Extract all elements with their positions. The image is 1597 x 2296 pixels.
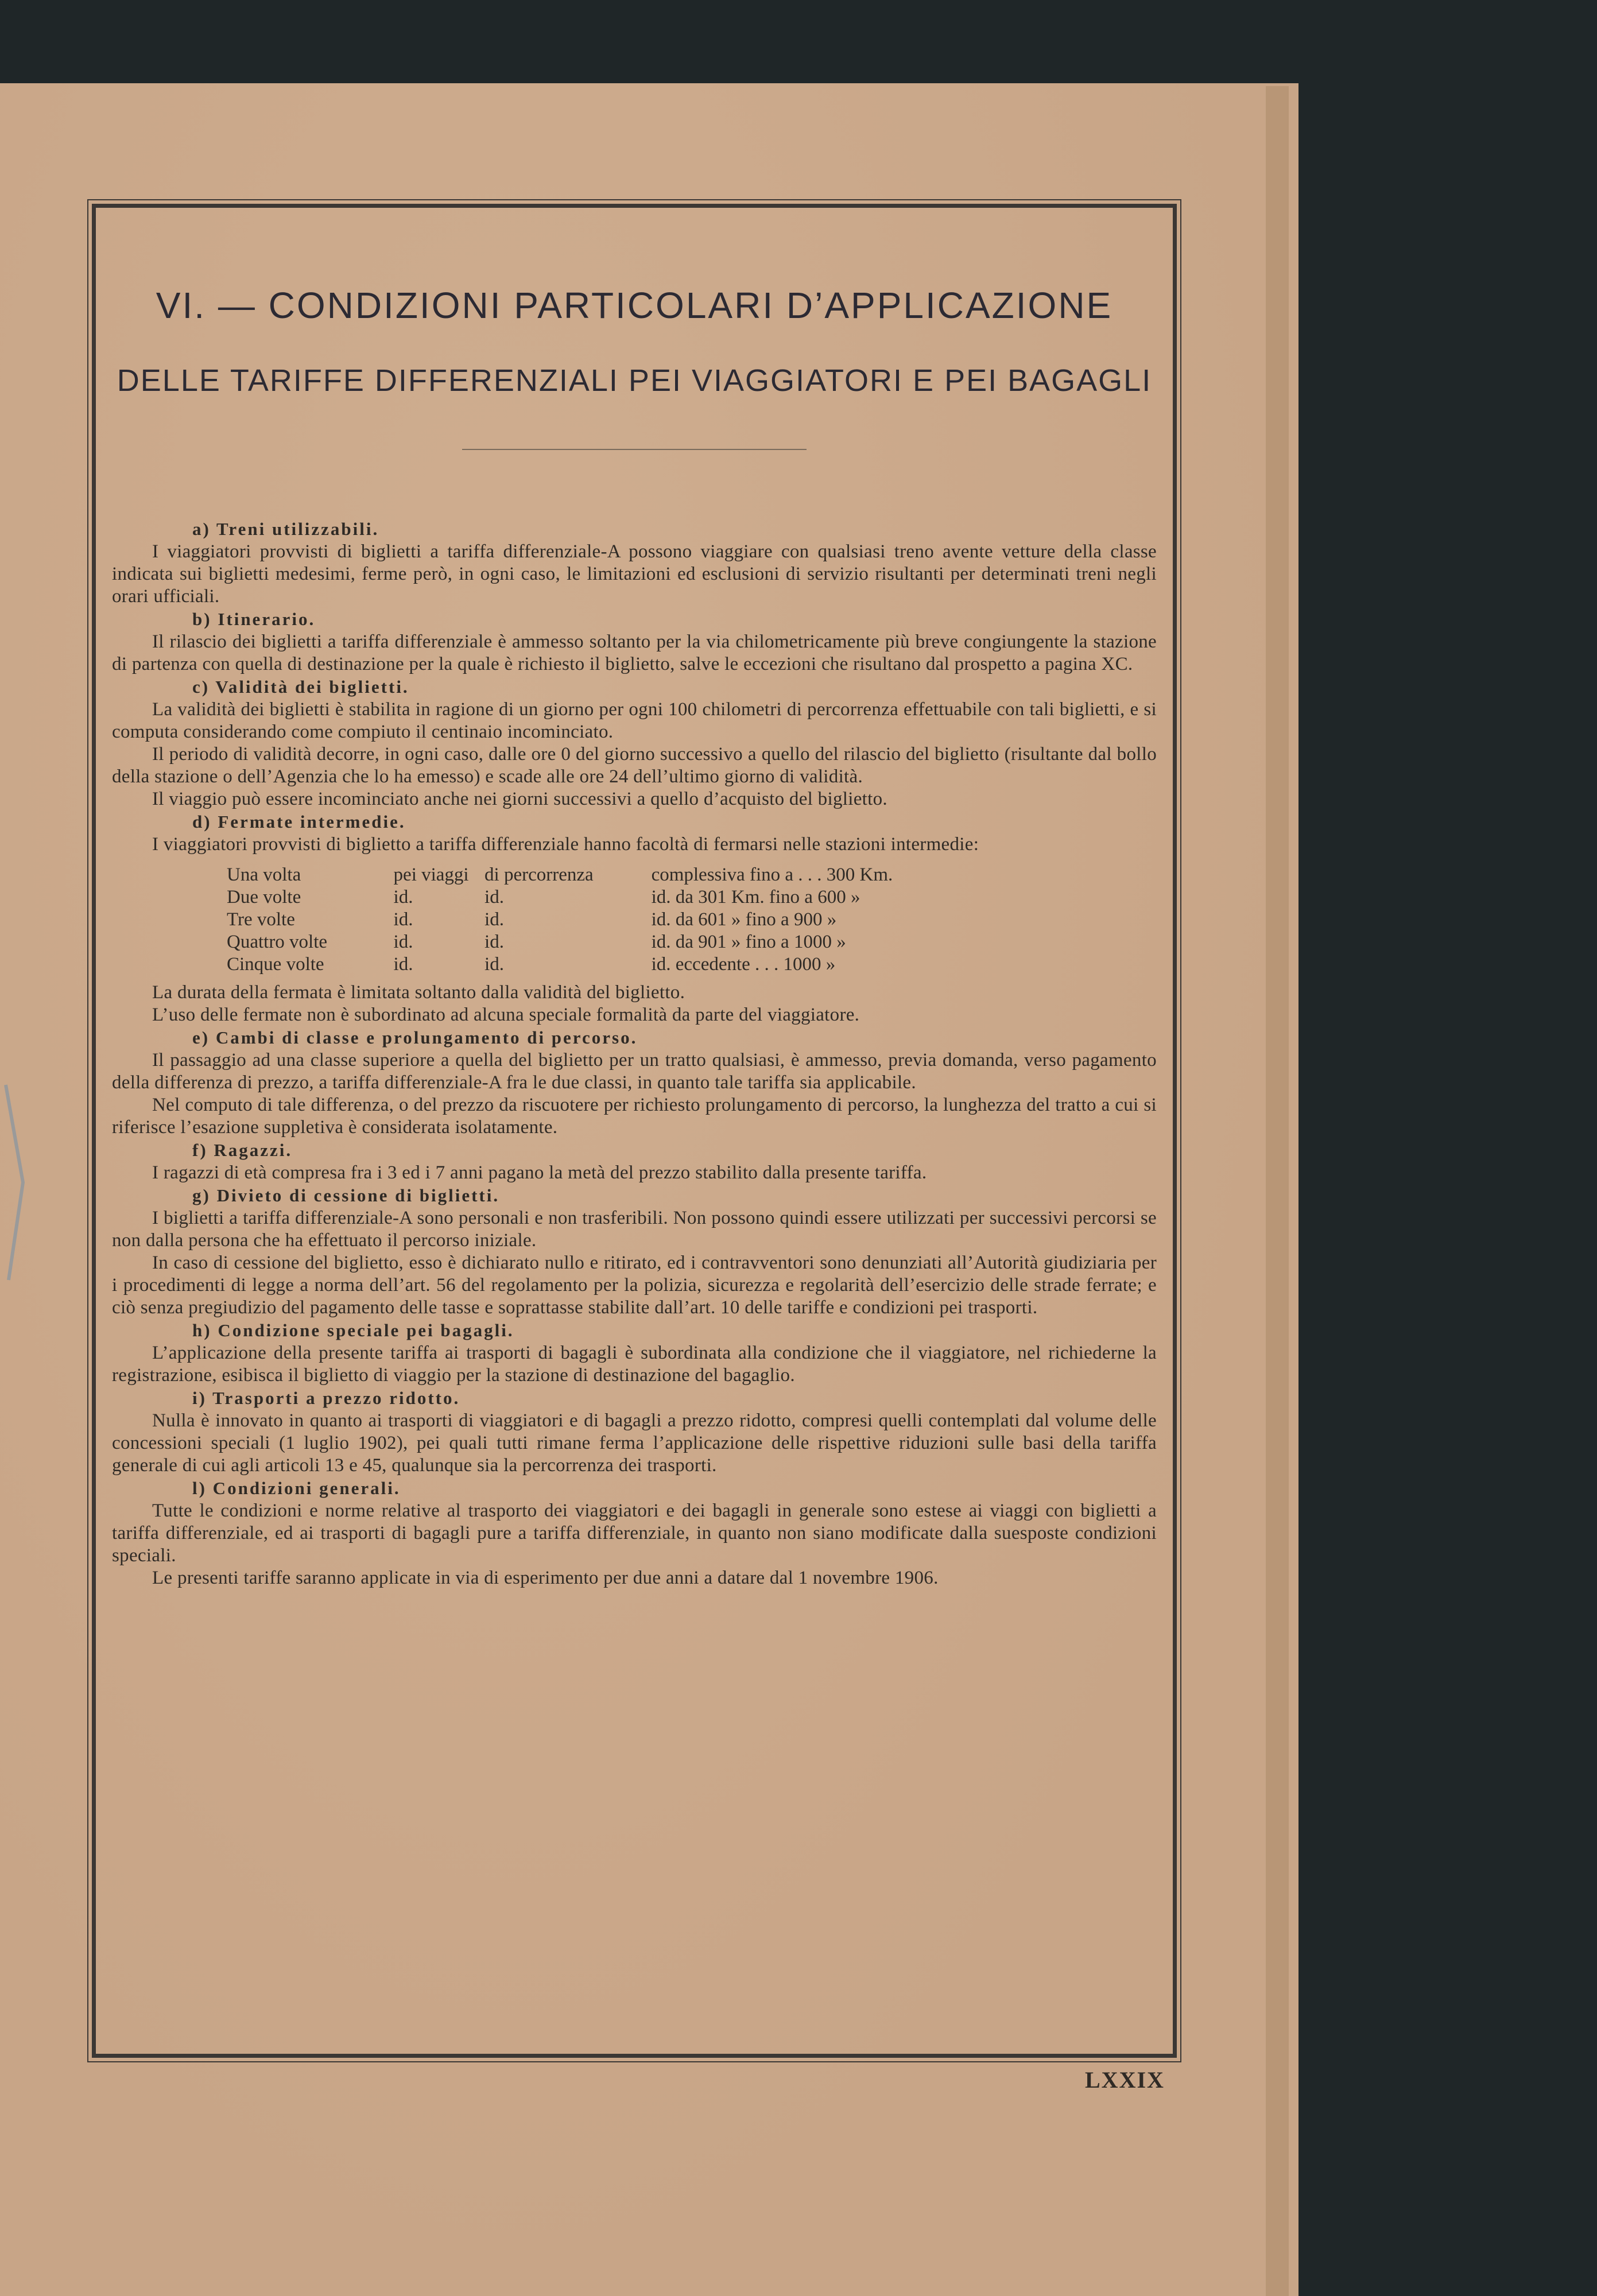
- table-cell: id.: [393, 954, 413, 975]
- table-cell: id.: [484, 954, 504, 975]
- stops-table: [227, 864, 1157, 976]
- section-paragraph: Il passaggio ad una classe superiore a quella del biglietto per un tratto qualsiasi, è ammesso, previa domanda, verso pagamento della differenza di prezzo, a tariffa differenziale-A fra le due classi, in quanto tale tariffa sia applicabile.: [112, 1050, 1157, 1093]
- section-paragraph: L’applicazione della presente tariffa ai trasporti di bagagli è subordinata alla condizione che il viaggiatore, nel richiederne la registrazione, esibisca il biglietto di viaggio per la stazione di destinazione del bagaglio.: [112, 1343, 1157, 1386]
- section-paragraph: I biglietti a tariffa differenziale-A sono personali e non trasferibili. Non possono quindi essere utilizzati per successivi percorsi se non dalla persona che ha effettuato il percorso iniziale.: [112, 1208, 1157, 1251]
- section-paragraph: Le presenti tariffe saranno applicate in via di esperimento per due anni a datare dal 1 novembre 1906.: [152, 1568, 939, 1588]
- page-number: LXXIX: [1085, 2067, 1165, 2093]
- table-cell: di percorrenza: [484, 864, 594, 885]
- table-cell: id. da 301 Km. fino a 600 »: [651, 887, 860, 907]
- section-heading-l: l) Condizioni generali.: [192, 1478, 401, 1498]
- table-cell: Cinque volte: [227, 954, 324, 975]
- table-row: [227, 953, 1157, 976]
- table-row: [227, 886, 1157, 909]
- table-cell: pei viaggi: [393, 864, 469, 885]
- table-row: [227, 931, 1157, 953]
- table-cell: id. da 901 » fino a 1000 »: [651, 932, 846, 952]
- title-divider: [462, 449, 807, 450]
- section-paragraph: Nulla è innovato in quanto ai trasporti di viaggiatori e di bagagli a prezzo ridotto, compresi quelli contemplati dal volume delle concessioni speciali (1 luglio 1902), pei quali tutti rimane ferma l’applicazione delle rispettive riduzioni sulle basi della tariffa generale di cui agli articoli 13 e 45, qualunque sia la percorrenza dei trasporti.: [112, 1410, 1157, 1476]
- table-cell: id. da 601 » fino a 900 »: [651, 909, 837, 930]
- clip-icon: [0, 1079, 34, 1286]
- paper-edge: [1266, 86, 1289, 2296]
- table-cell: Due volte: [227, 887, 301, 907]
- table-cell: Quattro volte: [227, 932, 328, 952]
- table-cell: id. eccedente . . . 1000 »: [651, 954, 836, 975]
- section-paragraph: I ragazzi di età compresa fra i 3 ed i 7 anni pagano la metà del prezzo stabilito dalla presente tariffa.: [152, 1162, 927, 1183]
- page-title: VI. — CONDIZIONI PARTICOLARI D’APPLICAZIONE: [156, 285, 1113, 326]
- table-row: [227, 909, 1157, 931]
- section-paragraph: La validità dei biglietti è stabilita in ragione di un giorno per ogni 100 chilometri di percorrenza effettuabile con tali biglietti, e si computa considerando come compiuto il centinaio incominciato.: [112, 699, 1157, 742]
- section-heading-h: h) Condizione speciale pei bagagli.: [192, 1320, 514, 1340]
- table-cell: id.: [393, 932, 413, 952]
- document-body: [112, 241, 1157, 1589]
- section-paragraph: Tutte le condizioni e norme relative al trasporto dei viaggiatori e dei bagagli in generale sono estese ai viaggi con biglietti a tariffa differenziale, ed ai trasporti di bagagli pure a tariffa differenziale, in quanto non siano modificate dalla suesposte condizioni speciali.: [112, 1500, 1157, 1566]
- table-cell: Una volta: [227, 864, 301, 885]
- table-cell: id.: [393, 909, 413, 930]
- table-cell: id.: [484, 909, 504, 930]
- section-paragraph: Nel computo di tale differenza, o del prezzo da riscuotere per richiesto prolungamento di percorso, la lunghezza del tratto a cui si riferisce l’esazione suppletiva è considerata isolatamente.: [112, 1095, 1157, 1138]
- section-heading-a: a) Treni utilizzabili.: [192, 519, 379, 539]
- table-cell: id.: [484, 932, 504, 952]
- section-paragraph: I viaggiatori provvisti di biglietti a tariffa differenziale-A possono viaggiare con qualsiasi treno avente vetture della classe indicata sui biglietti medesimi, ferme però, in ogni caso, le limitazioni ed esclusioni di servizio risultanti per determinati treni negli orari ufficiali.: [112, 541, 1157, 607]
- section-paragraph: L’uso delle fermate non è subordinato ad alcuna speciale formalità da parte del viaggiatore.: [152, 1004, 860, 1025]
- section-heading-i: i) Trasporti a prezzo ridotto.: [192, 1388, 460, 1408]
- section-heading-c: c) Validità dei biglietti.: [192, 677, 409, 697]
- section-paragraph: Il periodo di validità decorre, in ogni caso, dalle ore 0 del giorno successivo a quello del rilascio del biglietto (risultante dal bollo della stazione o dell’Agenzia che lo ha emesso) e scade alle ore 24 dell’ultimo giorno di validità.: [112, 744, 1157, 787]
- table-cell: Tre volte: [227, 909, 295, 930]
- section-heading-g: g) Divieto di cessione di biglietti.: [192, 1185, 500, 1205]
- table-cell: id.: [393, 887, 413, 907]
- section-paragraph: In caso di cessione del biglietto, esso è dichiarato nullo e ritirato, ed i contravventori sono denunziati all’Autorità giudiziaria per i procedimenti di legge a norma dell’art. 56 del regolamento per la polizia, sicurezza e regolarità dell’esercizio delle strade ferrate; e ciò senza pregiudizio del pagamento delle tasse e soprattasse stabilite dall’art. 10 delle tariffe e condizioni pei trasporti.: [112, 1252, 1157, 1318]
- page-subtitle: DELLE TARIFFE DIFFERENZIALI PEI VIAGGIATORI E PEI BAGAGLI: [117, 363, 1152, 398]
- table-cell: id.: [484, 887, 504, 907]
- section-paragraph: I viaggiatori provvisti di biglietto a tariffa differenziale hanno facoltà di fermarsi nelle stazioni intermedie:: [152, 834, 979, 855]
- section-heading-d: d) Fermate intermedie.: [192, 812, 406, 832]
- section-heading-b: b) Itinerario.: [192, 609, 316, 629]
- table-row: [227, 864, 1157, 886]
- table-cell: complessiva fino a . . . 300 Km.: [651, 864, 893, 885]
- section-paragraph: Il rilascio dei biglietti a tariffa differenziale è ammesso soltanto per la via chilometricamente più breve congiungente la stazione di partenza con quella di destinazione per la quale è richiesto il biglietto, salve le eccezioni che risultano dal prospetto a pagina XC.: [112, 631, 1157, 674]
- section-heading-f: f) Ragazzi.: [192, 1140, 293, 1160]
- section-paragraph: Il viaggio può essere incominciato anche nei giorni successivi a quello d’acquisto del biglietto.: [152, 789, 887, 809]
- section-paragraph: La durata della fermata è limitata soltanto dalla validità del biglietto.: [152, 982, 685, 1003]
- section-heading-e: e) Cambi di classe e prolungamento di percorso.: [192, 1027, 638, 1048]
